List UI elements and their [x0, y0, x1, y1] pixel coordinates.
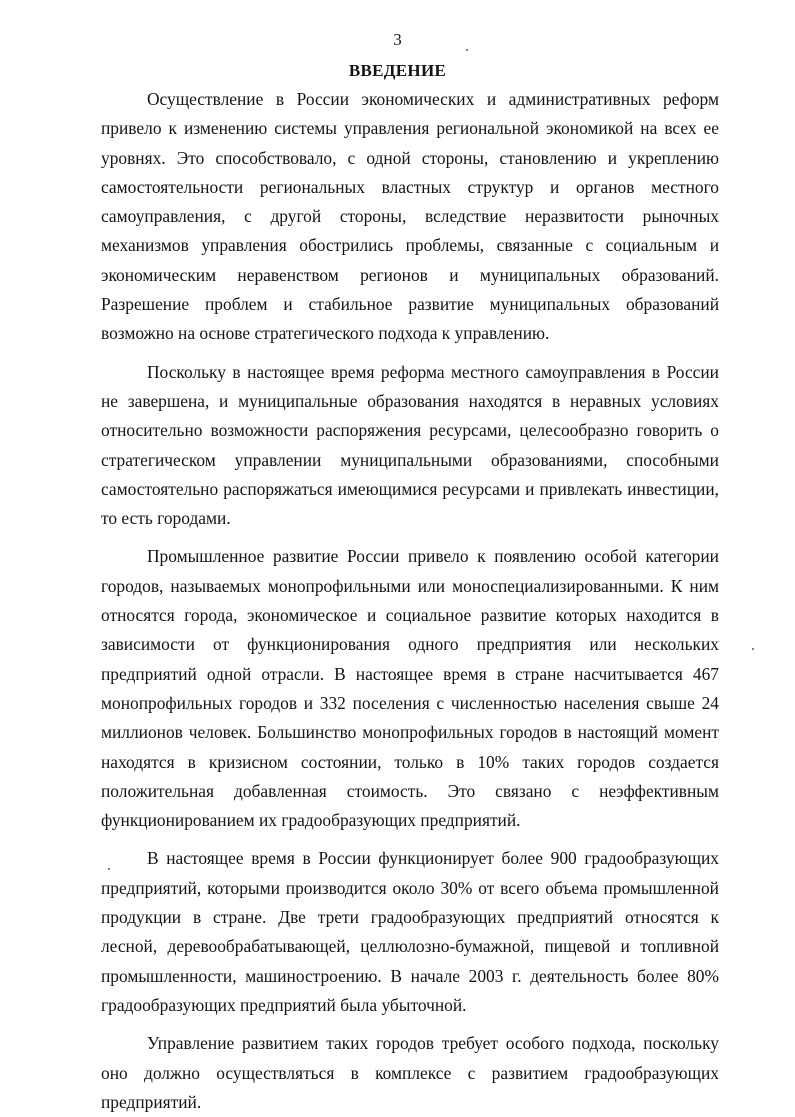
page-title: ВВЕДЕНИЕ: [348, 61, 447, 80]
paragraph-5: Управление развитием таких городов требует особого подхода, поскольку оно должно осуществляться в комплексе с развитием градообразующих предприятий.: [101, 1033, 719, 1112]
scan-speck: [108, 868, 110, 870]
paragraph-4: В настоящее время в России функционирует более 900 градообразующих предприятий, которыми производится около 30% от всего объема промышленной продукции в стране. Две трети градообразующих предприятий относятся к лесной, деревообрабатывающей, целлюлозно-бумажной, пищевой и топливной промышленности, машиностроению. В начале 2003 г. деятельность более 80% градообразующих предприятий была убыточной.: [101, 848, 719, 1015]
paragraph-2: Поскольку в настоящее время реформа местного самоуправления в России не завершена, и муниципальные образования находятся в неравных условиях относительно возможности распоряжения ресурсами, целесообразно говорить о стратегическом управлении муниципальными образованиями, способными самостоятельно распоряжаться имеющимися ресурсами и привлекать инвестиции, то есть городами.: [101, 361, 719, 529]
body-text: [101, 85, 719, 1117]
paragraph-3: Промышленное развитие России привело к появлению особой категории городов, называемых монопрофильными или моноспециализированными. К ним относятся города, экономическое и социальное развитие которых находится в зависимости от функционирования одного предприятия или нескольких предприятий одной отрасли. В настоящее время в стране насчитывается 467 монопрофильных городов и 332 поселения с численностью населения свыше 24 миллионов человек. Большинство монопрофильных городов в настоящий момент находятся в кризисном состоянии, только в 10% таких городов создается положительная добавленная стоимость. Это связано с неэффективным функционированием их градообразующих предприятий.: [101, 546, 719, 831]
scan-speck: [752, 648, 754, 650]
paragraph-1: Осуществление в России экономических и административных реформ привело к изменению системы управления региональной экономикой на всех ее уровнях. Это способствовало, с одной стороны, становлению и укреплению самостоятельности региональных властных структур и органов местного самоуправления, с другой стороны, вследствие неразвитости рыночных механизмов управления обострились проблемы, связанные с социальным и экономическим неравенством регионов и муниципальных образований. Разрешение проблем и стабильное развитие муниципальных образований возможно на основе стратегического подхода к управлению.: [101, 89, 719, 344]
scan-speck: [466, 49, 468, 51]
page-number: 3: [393, 30, 402, 49]
